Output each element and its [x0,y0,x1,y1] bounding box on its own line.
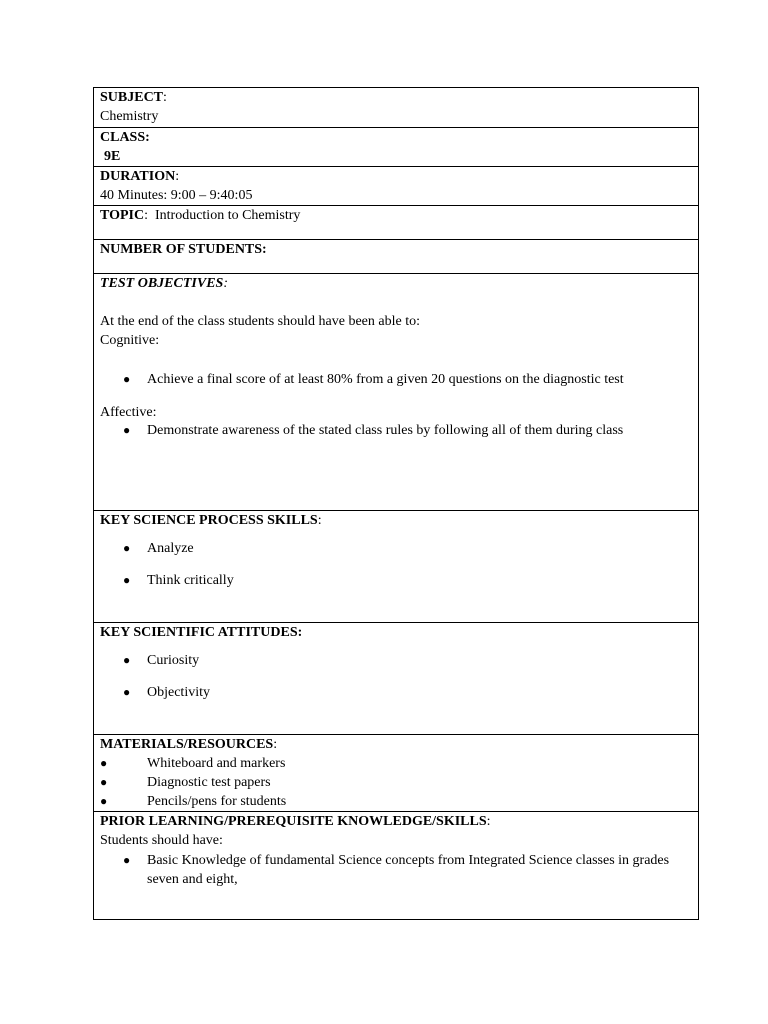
duration-row: DURATION: 40 Minutes: 9:00 – 9:40:05 [94,167,698,206]
attitude-item: Curiosity [147,653,200,668]
subject-row: SUBJECT: Chemistry [94,88,698,128]
skill-item: Think critically [147,573,234,588]
bullet-icon: ● [123,423,131,437]
objectives-intro: At the end of the class students should have been able to: [100,314,420,329]
bullet-icon: ● [123,372,131,386]
class-row [94,128,698,167]
objectives-label: TEST OBJECTIVES [100,276,224,291]
skills-label: KEY SCIENCE PROCESS SKILLS [100,513,318,528]
skills-row: KEY SCIENCE PROCESS SKILLS: ● Analyze ● Think critically [94,511,698,623]
prior-row: PRIOR LEARNING/PREREQUISITE KNOWLEDGE/SKILLS: Students should have: ● Basic Knowledge of fundamental Science concepts from Integrated Science classes in grades seven and eight, [94,812,698,920]
material-item: Whiteboard and markers [147,756,286,771]
class-value: 9E [104,149,121,164]
prior-intro: Students should have: [100,833,223,848]
bullet-icon: ● [100,756,108,770]
bullet-icon: ● [123,685,131,699]
materials-label: MATERIALS/RESOURCES [100,737,274,752]
prior-label: PRIOR LEARNING/PREREQUISITE KNOWLEDGE/SKILLS [100,814,487,829]
attitude-item: Objectivity [147,685,210,700]
subject-value: Chemistry [100,109,159,124]
attitudes-label: KEY SCIENTIFIC ATTITUDES: [100,625,303,640]
topic-row: TOPIC: Introduction to Chemistry [94,206,698,240]
affective-label: Affective: [100,405,157,420]
skill-item: Analyze [147,541,194,556]
bullet-icon: ● [123,653,131,667]
material-item: Pencils/pens for students [147,794,287,809]
bullet-icon: ● [123,541,131,555]
cognitive-label: Cognitive: [100,333,160,348]
affective-item: Demonstrate awareness of the stated class rules by following all of them during class [147,423,624,438]
topic-label: TOPIC [100,208,145,223]
materials-row: MATERIALS/RESOURCES: ● Whiteboard and markers ● Diagnostic test papers ● Pencils/pens for students [94,735,698,812]
bullet-icon: ● [100,794,108,808]
prior-item: Basic Knowledge of fundamental Science concepts from Integrated Science classes in grades seven and eight, [147,853,670,887]
bullet-icon: ● [123,853,131,867]
bullet-icon: ● [123,573,131,587]
objectives-row: TEST OBJECTIVES: At the end of the class students should have been able to: Cognitive: ● Achieve a final score of at least 80% from a given 20 questions on the diagnostic test Affective: ● Demonstrate awareness of the stated class rules by following all of them during class [94,274,698,511]
attitudes-row [94,623,698,735]
topic-value: Introduction to Chemistry [154,208,301,223]
class-label: CLASS: [100,130,150,145]
duration-value: 40 Minutes: 9:00 – 9:40:05 [100,188,253,203]
cognitive-item: Achieve a final score of at least 80% from a given 20 questions on the diagnostic test [147,372,624,387]
students-row [94,240,698,274]
students-label: NUMBER OF STUDENTS: [100,242,267,257]
material-item: Diagnostic test papers [147,775,271,790]
bullet-icon: ● [100,775,108,789]
subject-label: SUBJECT [100,90,164,105]
lesson-plan-table [93,87,699,920]
duration-label: DURATION [100,169,176,184]
